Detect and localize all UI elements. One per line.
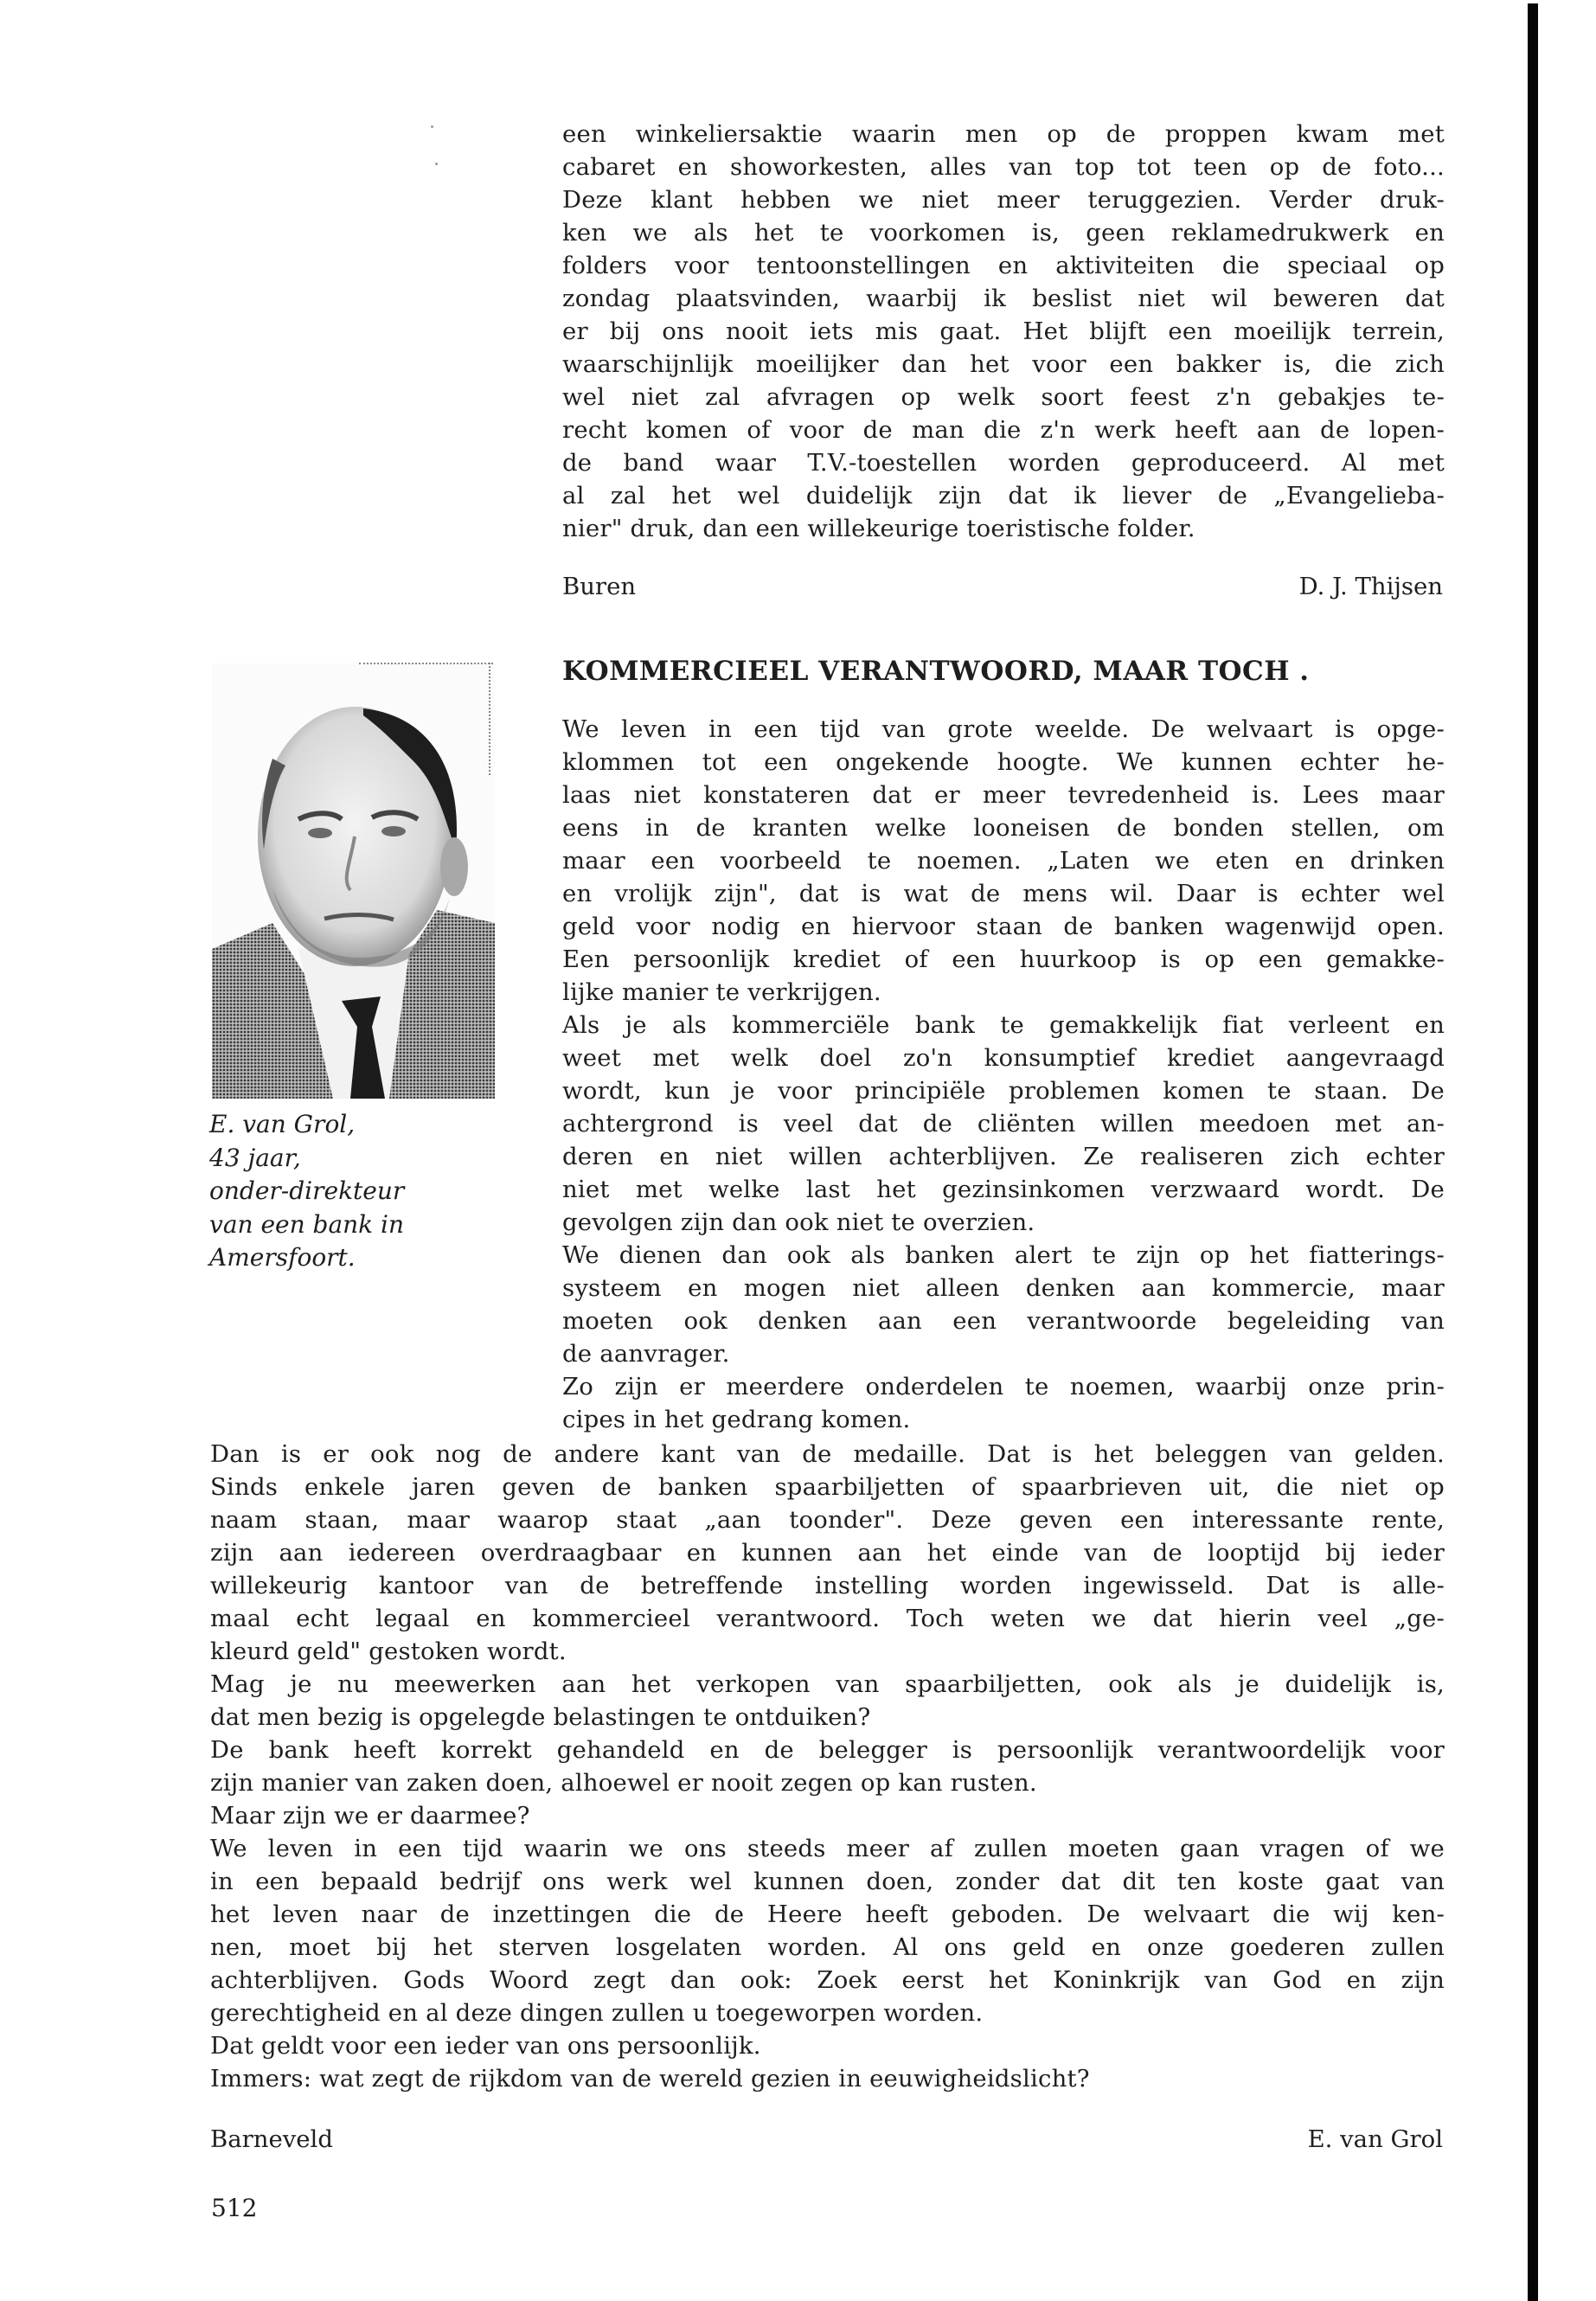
previous-article-body: [562, 118, 1445, 545]
text-line: willekeurig kantoor van de betreffende instelling worden ingewisseld. Dat is alle-: [210, 1572, 1445, 1599]
text-line: Dan is er ook nog de andere kant van de medaille. Dat is het beleggen van gelden.: [210, 1440, 1445, 1468]
text-line: recht komen of voor de man die z'n werk heeft aan de lopen-: [562, 416, 1445, 444]
text-line: We dienen dan ook als banken alert te zijn op het fiatterings-: [562, 1241, 1445, 1269]
text-line: Als je als kommerciële bank te gemakkelijk fiat verleent en: [562, 1011, 1445, 1039]
text-line: zijn manier van zaken doen, alhoewel er nooit zegen op kan rusten.: [210, 1769, 1037, 1797]
text-line: laas niet konstateren dat er meer tevredenheid is. Lees maar: [562, 781, 1445, 809]
text-line: Dat geldt voor een ieder van ons persoonlijk.: [210, 2032, 761, 2060]
photo-crop-marks: [359, 663, 493, 664]
text-line: het leven naar de inzettingen die de Heere heeft geboden. De welvaart die wij ken-: [210, 1900, 1445, 1928]
scan-speck: [435, 163, 438, 165]
text-line: klommen tot een ongekende hoogte. We kunnen echter he-: [562, 748, 1445, 776]
article-column-text: [562, 713, 1445, 1436]
text-line: lijke manier te verkrijgen.: [562, 978, 881, 1006]
article-full-width-text: [210, 1438, 1445, 2095]
text-line: systeem en mogen niet alleen denken aan kommercie, maar: [562, 1274, 1445, 1302]
text-line: cipes in het gedrang komen.: [562, 1406, 911, 1433]
text-line: al zal het wel duidelijk zijn dat ik liever de „Evangelieba-: [562, 482, 1445, 510]
text-line: folders voor tentoonstellingen en aktiviteiten die speciaal op: [562, 252, 1445, 279]
text-line: We leven in een tijd van grote weelde. De welvaart is opge-: [562, 715, 1445, 743]
text-line: en vrolijk zijn", dat is wat de mens wil. Daar is echter wel: [562, 880, 1445, 907]
article-title: KOMMERCIEEL VERANTWOORD, MAAR TOCH .: [562, 656, 1310, 687]
text-line: achtergrond is veel dat de cliënten willen meedoen met an-: [562, 1110, 1445, 1138]
text-line: achterblijven. Gods Woord zegt dan ook: Zoek eerst het Koninkrijk van God en zijn: [210, 1966, 1445, 1994]
text-line: dat men bezig is opgelegde belastingen te ontduiken?: [210, 1703, 871, 1731]
caption-line: Amersfoort.: [209, 1243, 356, 1272]
text-line: Immers: wat zegt de rijkdom van de wereld gezien in eeuwigheidslicht?: [210, 2065, 1090, 2093]
text-line: zijn aan iedereen overdraagbaar en kunnen aan het einde van de looptijd bij ieder: [210, 1539, 1445, 1567]
text-line: deren en niet willen achterblijven. Ze realiseren zich echter: [562, 1143, 1445, 1170]
text-line: in een bepaald bedrijf ons werk wel kunnen doen, zonder dat dit ten koste gaat van: [210, 1868, 1445, 1895]
text-line: de aanvrager.: [562, 1340, 730, 1368]
signature-author: D. J. Thijsen: [1298, 573, 1443, 600]
text-line: nen, moet bij het sterven losgelaten worden. Al ons geld en onze goederen zullen: [210, 1933, 1445, 1961]
signature-place: Barneveld: [210, 2125, 333, 2153]
text-line: cabaret en showorkesten, alles van top tot teen op de foto...: [562, 153, 1445, 181]
page-number: 512: [211, 2194, 258, 2222]
caption-line: E. van Grol,: [209, 1110, 356, 1138]
text-line: nier" druk, dan een willekeurige toeristische folder.: [562, 515, 1195, 542]
text-line: maal echt legaal en kommercieel verantwoord. Toch weten we dat hierin veel „ge-: [210, 1605, 1445, 1632]
photo-crop-marks: [489, 663, 490, 775]
text-line: weet met welk doel zo'n konsumptief krediet aangevraagd: [562, 1044, 1445, 1072]
text-line: zondag plaatsvinden, waarbij ik beslist niet wil beweren dat: [562, 285, 1445, 312]
text-line: Sinds enkele jaren geven de banken spaarbiljetten of spaarbrieven uit, die niet op: [210, 1473, 1445, 1501]
caption-line: 43 jaar,: [209, 1143, 301, 1172]
text-line: wel niet zal afvragen op welk soort feest z'n gebakjes te-: [562, 383, 1445, 411]
text-line: maar een voorbeeld te noemen. „Laten we eten en drinken: [562, 847, 1445, 875]
text-line: Mag je nu meewerken aan het verkopen van spaarbiljetten, ook als je duidelijk is,: [210, 1670, 1445, 1698]
text-line: naam staan, maar waarop staat „aan toonder". Deze geven een interessante rente,: [210, 1506, 1445, 1534]
article-signature: [210, 2123, 1443, 2156]
text-line: de band waar T.V.-toestellen worden geproduceerd. Al met: [562, 449, 1445, 477]
text-line: Deze klant hebben we niet meer teruggezien. Verder druk-: [562, 186, 1445, 214]
text-line: gevolgen zijn dan ook niet te overzien.: [562, 1208, 1035, 1236]
text-line: een winkeliersaktie waarin men op de proppen kwam met: [562, 120, 1445, 148]
text-line: kleurd geld" gestoken wordt.: [210, 1638, 567, 1665]
text-line: niet met welke last het gezinsinkomen verzwaard wordt. De: [562, 1176, 1445, 1203]
text-line: eens in de kranten welke looneisen de bonden stellen, om: [562, 814, 1445, 842]
text-line: ken we als het te voorkomen is, geen reklamedrukwerk en: [562, 219, 1445, 247]
signature-place: Buren: [562, 573, 637, 600]
text-line: waarschijnlijk moeilijker dan het voor een bakker is, die zich: [562, 350, 1445, 378]
text-line: Zo zijn er meerdere onderdelen te noemen, waarbij onze prin-: [562, 1373, 1445, 1400]
scan-edge-bar: [1528, 3, 1538, 2301]
photo-caption: [209, 1108, 495, 1275]
text-line: moeten ook denken aan een verantwoorde begeleiding van: [562, 1307, 1445, 1335]
caption-line: van een bank in: [209, 1209, 405, 1239]
portrait-image: [212, 663, 495, 1099]
scan-speck: [431, 125, 433, 128]
text-line: Een persoonlijk krediet of een huurkoop is op een gemakke-: [562, 945, 1445, 973]
text-line: wordt, kun je voor principiële problemen komen te staan. De: [562, 1077, 1445, 1105]
text-line: geld voor nodig en hiervoor staan de banken wagenwijd open.: [562, 913, 1445, 940]
author-portrait-photo: [212, 663, 495, 1099]
text-line: De bank heeft korrekt gehandeld en de belegger is persoonlijk verantwoordelijk voor: [210, 1736, 1445, 1764]
text-line: We leven in een tijd waarin we ons steeds meer af zullen moeten gaan vragen of we: [210, 1835, 1445, 1862]
text-line: Maar zijn we er daarmee?: [210, 1802, 530, 1830]
caption-line: onder-direkteur: [209, 1176, 405, 1205]
signature-author: E. van Grol: [1307, 2125, 1443, 2153]
text-line: er bij ons nooit iets mis gaat. Het blijft een moeilijk terrein,: [562, 317, 1445, 345]
previous-article-signature: [562, 570, 1443, 603]
text-line: gerechtigheid en al deze dingen zullen u toegeworpen worden.: [210, 1999, 984, 2027]
